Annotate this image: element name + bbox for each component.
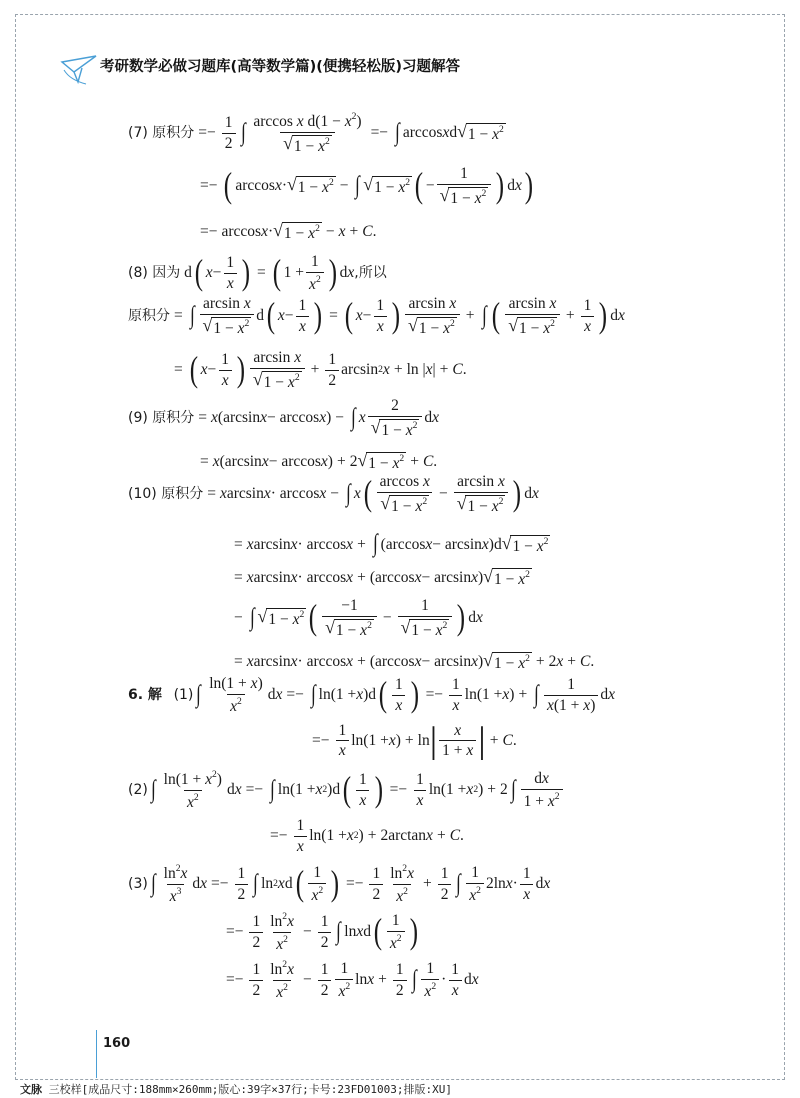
eq-10-line-4: − ∫ √ $1 - x^2$ ( −1 √ $1 - x^2$ − 1 √ $1 - x^2$ ) d x xyxy=(234,597,483,639)
eq-9-line-1: (9) 原积分 = x (arcsin x − arccos x ) − ∫ x 2 √ $1 - x^2$ d x xyxy=(128,397,440,439)
eq-6-2-line-1: (2) ∫ $\frac{\ln(1 + x^2)}{x^2}$ d x =− ∫ ln(1 + x 2 )d ( $\frac{1}{x}$ ) =− $\frac{1}{x}$ ln(1 + x 2 ) + 2 ∫ $\frac{dx}{1 + x^2}$ xyxy=(128,770,565,810)
label-9: (9) 原积分 xyxy=(128,410,195,427)
eq-6-1-line-1: 6. 解 (1) ∫ $\frac{\ln(1 + x)}{x^2}$ d x =− ∫ ln(1 + x )d ( $\frac{1}{x}$ ) =− $\frac{1}{x}$ ln(1 + x ) + ∫ $\frac{1}{x(1 + x)}$ d x xyxy=(128,674,615,715)
eq-10-line-3: = x arcsin x · arccos x + (arccos x − arcsin x ) √ $1 - x^2$ xyxy=(234,566,530,589)
eq-6-3-line-1: (3) ∫ $\frac{\ln^2x}{x^3}$ d x =− $\frac{1}{2}$ ∫ ln 2 x d ( $\frac{1}{x^2}$ ) =− $\frac{1}{2}$ $\frac{\ln^2x}{x^2}$ + $\frac{1}{2}$ ∫ $\frac{1}{x^2}$ 2ln x · $\frac{1}{x}$ d x xyxy=(128,863,551,905)
footer xyxy=(20,1081,452,1097)
footer-text: 三校样[成品尺寸:188mm×260mm;版心:39字×37行;卡号:23FD01003;排版:XU] xyxy=(48,1083,453,1096)
eq-6-2-line-2: =− $\frac{1}{x}$ ln(1 + x 2 ) + 2arctan x + C . xyxy=(270,817,464,855)
eq-8-line-1: (8) 因为 d ( x − $\frac{1}{x}$ ) = ( 1 + $\frac{1}{x^2}$ ) d x ,所以 xyxy=(128,252,387,293)
page-number-rule xyxy=(96,1030,97,1078)
eq-10-line-5: = x arcsin x · arccos x + (arccos x − arcsin x ) √ $1 - x^2$ + 2 x + C . xyxy=(234,650,595,673)
eq-6-3-line-2: =− $\frac{1}{2}$ $\frac{\ln^2x}{x^2}$ − $\frac{1}{2}$ ∫ ln x d ( $\frac{1}{x^2}$ ) xyxy=(226,911,418,953)
eq-7-line-1: (7) 原积分 =− $\frac{1}{2}$ ∫ arccos x $d(1 - x^2)$ √ $1 - x^2$ =− ∫ arccos x d √ $1 - x^2$ xyxy=(128,111,504,155)
eq-7-line-2: =− ( arccos x · √ $1 - x^2$ − ∫ √ $1 - x^2$ ( − 1 √ $1 - x^2$ ) d x ) xyxy=(200,165,533,207)
label-8-yuan: 原积分 xyxy=(128,308,170,325)
footer-brand: 文脉 xyxy=(20,1083,42,1096)
label-6-1: (1) xyxy=(173,687,194,704)
label-10: (10) 原积分 xyxy=(128,486,204,503)
page-header xyxy=(60,52,760,92)
eq-10-line-1: (10) 原积分 = x arcsin x · arccos x − ∫ x ( arccos x √ $1 - x^2$ − arcsin x √ $1 - x^2$ ) d x xyxy=(128,473,539,515)
eq-9-line-2: = x (arcsin x − arccos x ) + 2 √ $1 - x^2$ + C . xyxy=(200,450,438,473)
label-6: 6. 解 xyxy=(128,687,162,704)
label-6-2: (2) xyxy=(128,782,148,799)
eq-7-line-3: =− arccos x · √ $1 - x^2$ − x + C . xyxy=(200,220,377,243)
eq-6-1-line-2: =− $\frac{1}{x}$ ln(1 + x ) + ln | $\frac{x}{1 + x}$ | + C . xyxy=(312,720,517,761)
label-7: (7) 原积分 xyxy=(128,125,195,142)
label-6-3: (3) xyxy=(128,876,148,893)
eq-6-3-line-3: =− $\frac{1}{2}$ $\frac{\ln^2x}{x^2}$ − $\frac{1}{2}$ $\frac{1}{x^2}$ ln x + $\frac{1}{2}$ ∫ $\frac{1}{x^2}$ · $\frac{1}{x}$ d x xyxy=(226,959,479,1001)
header-title: 考研数学必做习题库(高等数学篇)(便携轻松版)习题解答 xyxy=(100,59,461,75)
eq-8-line-3: = ( x − $\frac{1}{x}$ ) arcsin x √ $1 - x^2$ + $\frac{1}{2}$ arcsin 2 x + ln | x | + C . xyxy=(174,349,467,391)
label-8-tail: ,所以 xyxy=(354,265,387,282)
page-number: 160 xyxy=(103,1036,131,1051)
eq-10-line-2: = x arcsin x · arccos x + ∫ (arccos x − arcsin x )d √ $1 - x^2$ xyxy=(234,530,549,557)
eq-8-line-2: 原积分 = ∫ arcsin x √ $1 - x^2$ d ( x − $\frac{1}{x}$ ) = ( x − $\frac{1}{x}$ ) arcsin x √ $1 - x^2$ + ∫ ( arcsin x √ $1 - x^2$ + $\frac{1}{x}$ ) d x xyxy=(128,295,625,337)
paper-plane-icon xyxy=(60,52,100,88)
label-8: (8) 因为 xyxy=(128,265,181,282)
